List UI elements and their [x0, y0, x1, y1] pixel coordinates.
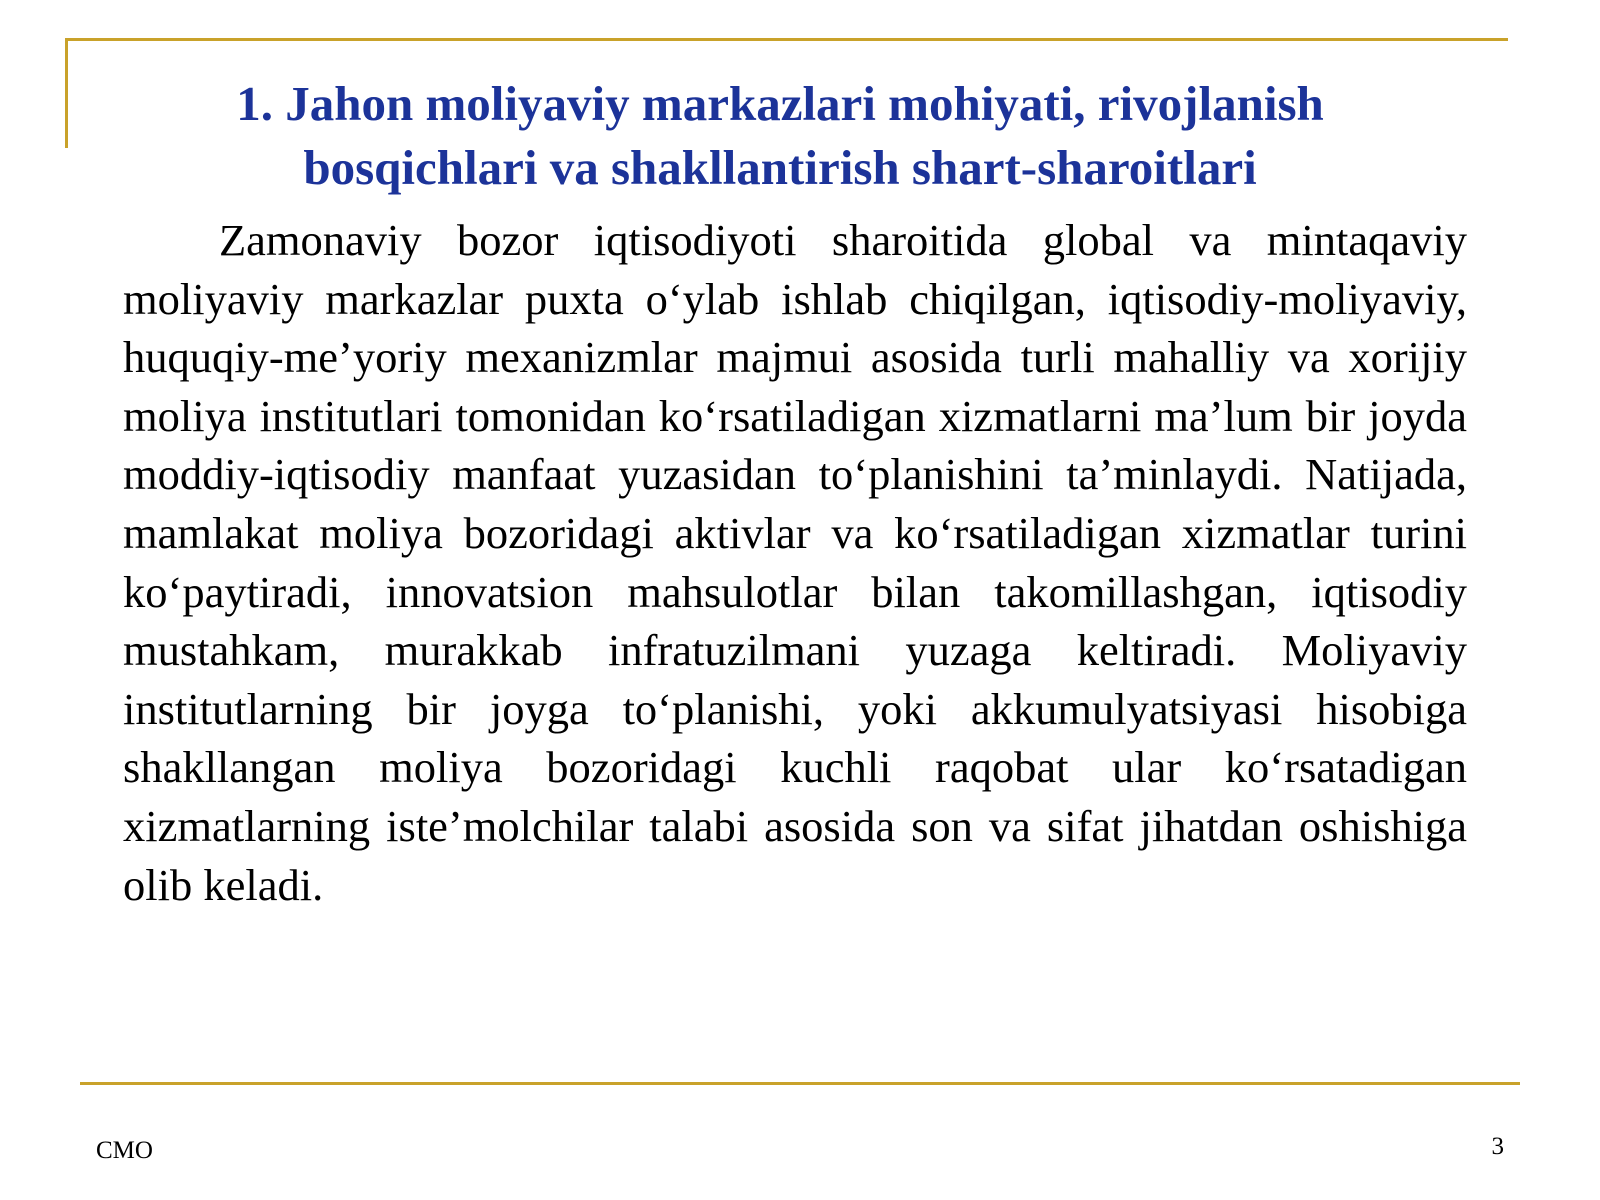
bottom-divider [80, 1082, 1520, 1085]
body-paragraph: Zamonaviy bozor iqtisodiyoti sharoitida global va mintaqaviy moliyaviy markazlar puxta o‘ylab ishlab chiqilgan, iqtisodiy-moliyaviy, huquqiy-me’yoriy mexanizmlar majmui asosida turli mahalliy va xorijiy moliya institutlari tomonidan ko‘rsatiladigan xizmatlarni ma’lum bir joyda moddiy-iqtisodiy manfaat yuzasidan to‘planishini ta’minlaydi. Natijada, mamlakat moliya bozoridagi aktivlar va ko‘rsatiladigan xizmatlar turini ko‘paytiradi, innovatsion mahsulotlar bilan takomillashgan, iqtisodiy mustahkam, murakkab infratuzilmani yuzaga keltiradi. Moliyaviy institutlarning bir joyga to‘planishi, yoki akkumulyatsiyasi hisobiga shakllangan moliya bozoridagi kuchli raqobat ular ko‘rsatadigan xizmatlarning iste’molchilar talabi asosida son va sifat jihatdan oshishiga olib keladi. [123, 215, 1467, 910]
footer-label: CMO [96, 1137, 153, 1164]
slide-title: 1. Jahon moliyaviy markazlari mohiyati, rivojlanish bosqichlari va shakllantirish shart-sharoitlari [236, 76, 1324, 195]
left-divider [65, 38, 68, 148]
top-divider [66, 38, 1508, 41]
page-number: 3 [1491, 1133, 1504, 1160]
